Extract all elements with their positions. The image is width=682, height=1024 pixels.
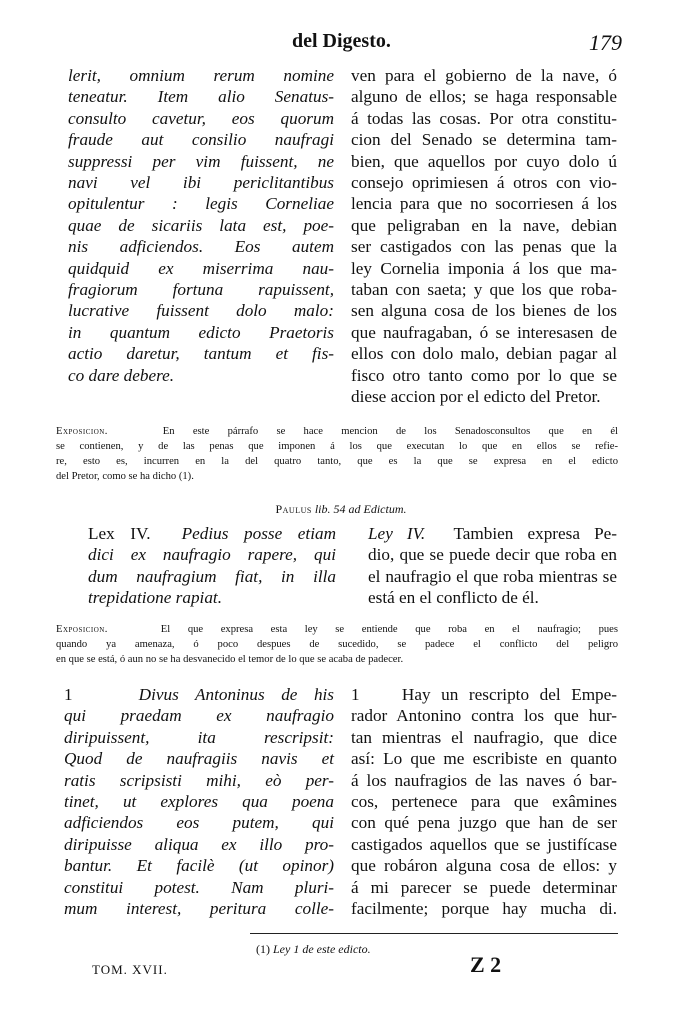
source-work: lib. 54 ad Edictum. [314, 502, 407, 516]
text-line: ellos con dolo malo, debian pagar al [351, 344, 617, 364]
text-line: ven para el gobierno de la nave, ó [351, 66, 617, 85]
text-line: cion del Senado se determina tam- [351, 130, 617, 150]
text-line: tan mientras el naufragio, que dice [351, 727, 617, 747]
text-line: mum interest, peritura colle- [64, 899, 334, 919]
text-line: ser castigados con las penas que la [351, 237, 617, 257]
text-line: lencia para que no socorriesen á los [351, 194, 617, 214]
text-line: trepidatione rapiat. [88, 588, 222, 608]
lex-spanish [368, 523, 617, 609]
ley-label: Ley IV. [368, 524, 426, 543]
text-line: in quantum edicto Praetoris [68, 322, 334, 342]
text-line: taban con saeta; y que los que roba- [351, 280, 617, 300]
text-line: ley Cornelia imponia á los que ma- [351, 258, 617, 278]
text-line: nis adficiendos. Eos autem [68, 237, 334, 257]
text-line: navi vel ibi periclitantibus [68, 173, 334, 193]
text-line: castigados aquellos que se justifícase [351, 834, 617, 854]
lex-label: Lex IV. [88, 524, 151, 543]
text-line: lerit, omnium rerum nomine [68, 66, 334, 85]
text-line: teneatur. Item alio Senatus- [68, 87, 334, 107]
text-line: con qué pena juzgo que han de ser [351, 813, 617, 833]
paragraph-text: Divus Antoninus de his [138, 685, 335, 704]
note-text: En este párrafo se hace mencion de los Senadosconsultos que en él [162, 426, 618, 437]
signature-mark: Z 2 [470, 952, 502, 977]
text-line: bantur. Et facilè (ut opinor) [64, 856, 334, 876]
latin-column-1 [68, 65, 334, 386]
text-line: que robáron alguna cosa de ellos: y [351, 856, 617, 876]
exposition-note-1 [56, 424, 618, 484]
text-line: que peligraban en la nave, debian [351, 215, 617, 235]
note-line: se contienen, y de las penas que imponen á los que executan lo que en ellos se refie- [56, 441, 618, 452]
page-number: 179 [589, 30, 622, 55]
text-line: lucrative fuissent dolo malo: [68, 301, 334, 321]
text-line: diripuissent, ita rescripsit: [64, 727, 334, 747]
text-line: á mi parecer se puede determinar [351, 877, 617, 897]
text-line: fisco otro tanto como por lo que se [351, 365, 617, 385]
text-line: rador Antonino contra los que hur- [351, 706, 617, 726]
text-line: está en el conflicto de él. [368, 588, 539, 608]
text-line: el naufragio el que roba mientras se [368, 566, 617, 586]
text-line: dum naufragium fiat, in illa [88, 566, 336, 586]
paragraph-number: 1 [64, 685, 73, 704]
text-line: fraude aut consilio naufragi [68, 130, 334, 150]
text-line: actio daretur, tantum et fis- [68, 344, 334, 364]
text-line: quidquid ex miserrima nau- [68, 258, 334, 278]
text-line: cos, pertenece para que exâmines [351, 792, 617, 812]
text-line: adficiendos eos putem, qui [64, 813, 334, 833]
text-line: que naufragaban, ó se interesasen de [351, 322, 617, 342]
note-line: en que se está, ó aun no se ha desvanecido el temor de lo que se acaba de padecer. [56, 654, 404, 665]
text-line: dici ex naufragio rapere, qui [88, 545, 336, 565]
note-line [56, 622, 618, 637]
lex-latin [88, 523, 336, 609]
ley-text: Tambien expresa Pe- [453, 524, 617, 543]
text-line: á todas las cosas. Por otra constitu- [351, 108, 617, 128]
text-line: qui praedam ex naufragio [64, 706, 334, 726]
text-line: facilmente; porque hay mucha di. [351, 899, 617, 919]
text-line: así: Lo que me escribiste en quanto [351, 749, 617, 769]
source-citation [0, 502, 682, 517]
volume-label: TOM. XVII. [92, 962, 168, 977]
text-line: ratis scripsisti mihi, eò per- [64, 770, 334, 790]
text-line: diese accion por el edicto del Pretor. [351, 387, 601, 407]
spanish-column-1 [351, 65, 617, 408]
latin-column-3 [64, 684, 334, 919]
note-line: del Pretor, como se ha dicho (1). [56, 471, 194, 482]
text-line: suppressi per vim fuissent, ne [68, 151, 334, 171]
text-line: diripuisse aliqua ex illo pro- [64, 834, 334, 854]
text-line: consejo oprimiesen á otros con vio- [351, 173, 617, 193]
lex-text: Pedius posse etiam [181, 524, 336, 543]
note-line: re, esto es, incurren en la del quatro tanto, que es la que se expresa en el edicto [56, 456, 618, 467]
text-line: constitui potest. Nam pluri- [64, 877, 334, 897]
note-line: quando ya amenaza, ó poco despues de sucedido, se padece el conflicto del peligro [56, 639, 618, 650]
note-text: El que expresa esta ley se entiende que roba en el naufragio; pues [160, 624, 618, 635]
footnote-marker: (1) [256, 942, 270, 956]
note-line [56, 424, 618, 439]
note-label: Exposicion. [56, 426, 108, 437]
text-line: tinet, ut explores qua poena [64, 792, 334, 812]
text-line: bien, que aquellos por cuyo dolo ú [351, 151, 617, 171]
text-line: consulto cavetur, eos quorum [68, 108, 334, 128]
note-label: Exposicion. [56, 624, 108, 635]
footnote-rule [250, 933, 618, 934]
text-line: dio, que se puede decir que roba en [368, 545, 617, 565]
text-line [88, 523, 336, 544]
page-header [0, 30, 682, 60]
text-line: alguno de ellos; se haga responsable [351, 87, 617, 107]
text-line: co dare debere. [68, 365, 175, 385]
text-line [368, 523, 617, 544]
text-line: á los naufragios de las naves ó bar- [351, 770, 617, 790]
footnote [256, 942, 371, 957]
text-line [351, 684, 617, 705]
text-line: sen alguna cosa de los bienes de los [351, 301, 617, 321]
text-line: quae de sicariis lata est, poe- [68, 215, 334, 235]
footnote-text: Ley 1 de este edicto. [273, 942, 371, 956]
paragraph-text: Hay un rescripto del Empe- [401, 685, 618, 704]
paragraph-number: 1 [351, 685, 360, 704]
running-title: del Digesto. [292, 30, 391, 52]
source-author: Paulus [275, 502, 312, 516]
exposition-note-2 [56, 622, 618, 667]
text-line: opitulentur : legis Corneliae [68, 194, 334, 214]
text-line: Quod de naufragiis navis et [64, 749, 334, 769]
text-line [64, 684, 334, 705]
spanish-column-3 [351, 684, 617, 919]
text-line: fragiorum fortuna rapuissent, [68, 280, 334, 300]
